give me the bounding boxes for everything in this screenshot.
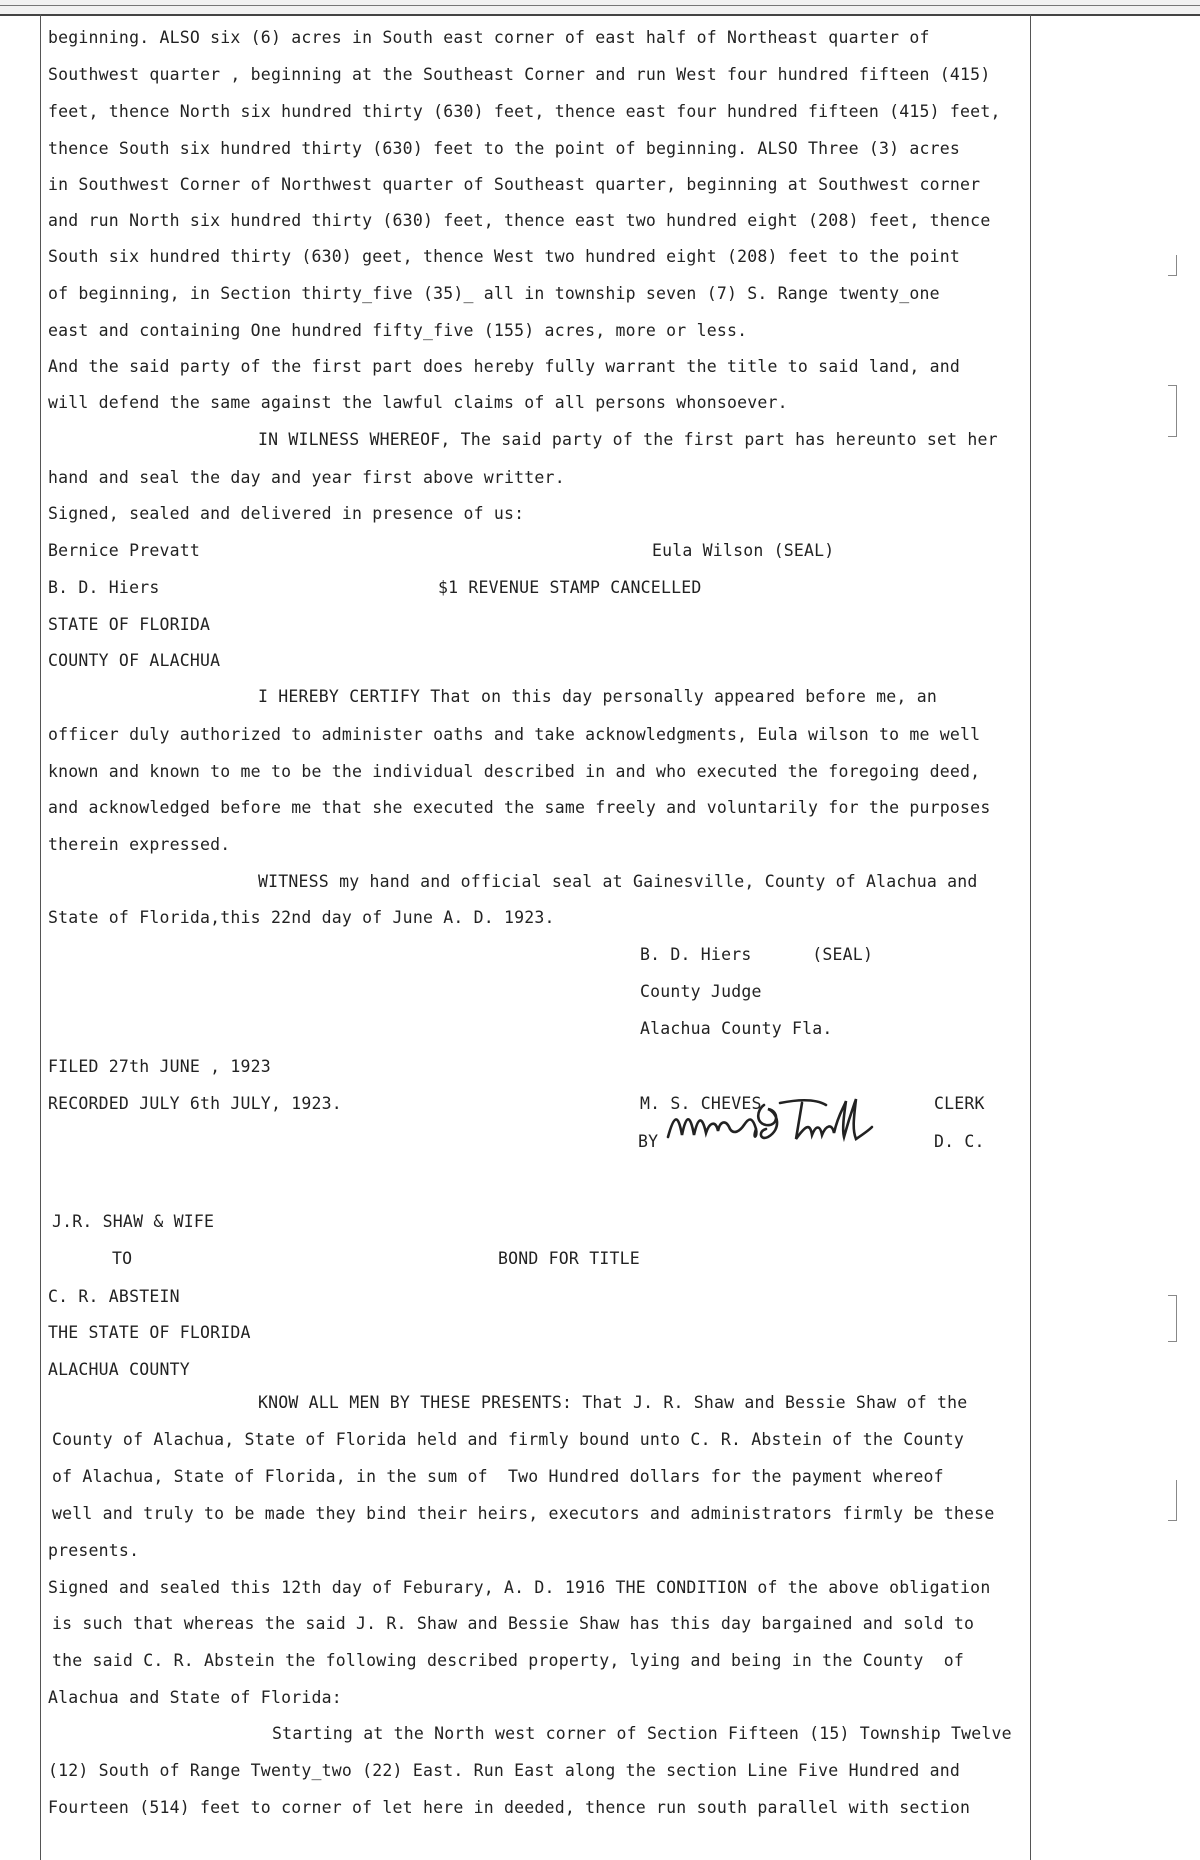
grantor-signature: Eula Wilson (SEAL) [652, 541, 835, 560]
page-top-border [0, 0, 1200, 16]
deed-line: well and truly to be made they bind their heirs, executors and administrators firmly be these [52, 1504, 995, 1523]
deed-line: therein expressed. [48, 835, 231, 854]
deed-line: COUNTY OF ALACHUA [48, 651, 221, 670]
deed-line: IN WILNESS WHEREOF, The said party of the first part has hereunto set her [258, 430, 998, 449]
instrument-title: BOND FOR TITLE [498, 1249, 640, 1268]
judge-county: Alachua County Fla. [640, 1019, 833, 1038]
clerk-name: M. S. CHEVES [640, 1094, 762, 1113]
deputy-title: D. C. [934, 1132, 985, 1151]
deed-line: and acknowledged before me that she executed the same freely and voluntarily for the purposes [48, 798, 991, 817]
deputy-by-label: BY [638, 1132, 659, 1151]
deed-line: the said C. R. Abstein the following described property, lying and being in the County of [52, 1651, 965, 1670]
deed-line: officer duly authorized to administer oaths and take acknowledgments, Eula wilson to me well [48, 725, 981, 744]
deed-line: of beginning, in Section thirty_five (35)_ all in township seven (7) S. Range twenty_one [48, 284, 940, 303]
recorded-date: RECORDED JULY 6th JULY, 1923. [48, 1094, 342, 1113]
deed-line: hand and seal the day and year first above writter. [48, 468, 565, 487]
witness-name: Bernice Prevatt [48, 541, 201, 560]
party-grantor: J.R. SHAW & WIFE [52, 1212, 215, 1231]
deed-line: beginning. ALSO six (6) acres in South east corner of east half of Northeast quarter of [48, 28, 930, 47]
deed-line: I HEREBY CERTIFY That on this day personally appeared before me, an [258, 687, 937, 706]
deed-line: and run North six hundred thirty (630) feet, thence east two hundred eight (208) feet, thence [48, 211, 991, 230]
deed-line: WITNESS my hand and official seal at Gainesville, County of Alachua and [258, 872, 978, 891]
margin-bracket-mark [1168, 255, 1177, 276]
filed-date: FILED 27th JUNE , 1923 [48, 1057, 271, 1076]
judge-title: County Judge [640, 982, 762, 1001]
deed-line: feet, thence North six hundred thirty (630) feet, thence east four hundred fifteen (415) feet, [48, 102, 1001, 121]
deed-line: County of Alachua, State of Florida held and firmly bound unto C. R. Abstein of the County [52, 1430, 965, 1449]
deed-line: of Alachua, State of Florida, in the sum of Two Hundred dollars for the payment whereof [52, 1467, 944, 1486]
deed-line: Alachua and State of Florida: [48, 1688, 342, 1707]
judge-signature: B. D. Hiers (SEAL) [640, 945, 874, 964]
deputy-clerk-signature [660, 1085, 890, 1155]
clerk-title: CLERK [934, 1094, 985, 1113]
deed-line: known and known to me to be the individual described in and who executed the foregoing deed, [48, 762, 981, 781]
deed-line: STATE OF FLORIDA [48, 615, 211, 634]
margin-bracket-mark [1168, 1295, 1177, 1342]
deed-line: thence South six hundred thirty (630) feet to the point of beginning. ALSO Three (3) acres [48, 139, 961, 158]
margin-bracket-mark [1168, 385, 1177, 437]
deed-line: east and containing One hundred fifty_five (155) acres, more or less. [48, 321, 748, 340]
deed-line: in Southwest Corner of Northwest quarter of Southeast quarter, beginning at Southwest corner [48, 175, 981, 194]
deed-line: Southwest quarter , beginning at the Southeast Corner and run West four hundred fifteen (415) [48, 65, 991, 84]
deed-line: will defend the same against the lawful claims of all persons whonsoever. [48, 393, 788, 412]
witness-name: B. D. Hiers [48, 578, 160, 597]
deed-line: South six hundred thirty (630) geet, thence West two hundred eight (208) feet to the point [48, 247, 961, 266]
left-margin-line [40, 14, 41, 1860]
deed-line: KNOW ALL MEN BY THESE PRESENTS: That J. R. Shaw and Bessie Shaw of the [258, 1393, 968, 1412]
right-margin-line [1030, 14, 1031, 1860]
deed-line: Signed and sealed this 12th day of Feburary, A. D. 1916 THE CONDITION of the above obligation [48, 1578, 991, 1597]
deed-line: (12) South of Range Twenty_two (22) East. Run East along the section Line Five Hundred and [48, 1761, 961, 1780]
deed-line: And the said party of the first part does hereby fully warrant the title to said land, and [48, 357, 961, 376]
deed-line: State of Florida,this 22nd day of June A. D. 1923. [48, 908, 555, 927]
deed-line: Starting at the North west corner of Section Fifteen (15) Township Twelve [272, 1724, 1012, 1743]
deed-line: THE STATE OF FLORIDA [48, 1323, 251, 1342]
party-grantee: C. R. ABSTEIN [48, 1287, 180, 1306]
deed-line: is such that whereas the said J. R. Shaw and Bessie Shaw has this day bargained and sold to [52, 1614, 975, 1633]
deed-line: presents. [48, 1541, 140, 1560]
margin-bracket-mark [1168, 1480, 1177, 1521]
revenue-stamp-note: $1 REVENUE STAMP CANCELLED [438, 578, 702, 597]
party-to: TO [112, 1249, 133, 1268]
deed-line: ALACHUA COUNTY [48, 1360, 190, 1379]
deed-line: Signed, sealed and delivered in presence of us: [48, 504, 525, 523]
deed-line: Fourteen (514) feet to corner of let here in deeded, thence run south parallel with section [48, 1798, 971, 1817]
